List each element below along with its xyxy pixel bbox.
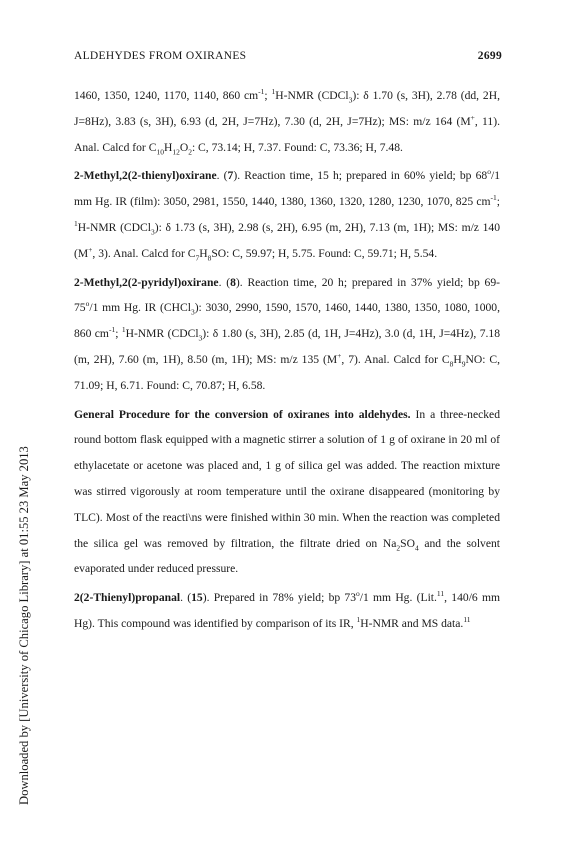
bold-segment: 7 bbox=[227, 169, 234, 183]
text-segment: ). Reaction time, 15 h; prepared in 60% yield; bp 68 bbox=[233, 169, 488, 183]
text-segment: , 7). Anal. Calcd for C bbox=[341, 352, 450, 366]
text-segment: SO bbox=[400, 536, 415, 550]
bold-segment: 15 bbox=[191, 591, 203, 605]
text-segment: ; bbox=[496, 195, 500, 209]
supscript-segment: + bbox=[470, 112, 475, 122]
supscript-segment: o bbox=[356, 589, 360, 599]
subscript-segment: 3 bbox=[190, 307, 195, 317]
subscript-segment: 4 bbox=[414, 542, 419, 552]
text-segment: H bbox=[199, 246, 208, 260]
supscript-segment: 1 bbox=[271, 87, 276, 97]
paragraph-general-procedure bbox=[74, 402, 500, 583]
supscript-segment: 1 bbox=[121, 325, 126, 335]
subscript-segment: 12 bbox=[172, 146, 180, 156]
paragraph-data-continuation bbox=[74, 83, 500, 160]
bold-segment: General Procedure for the conversion of oxiranes into aldehydes. bbox=[74, 407, 411, 421]
text-segment: H-NMR (CDCl bbox=[275, 89, 349, 102]
paragraph-thienyl-oxirane bbox=[74, 163, 500, 266]
bold-segment: 8 bbox=[230, 275, 236, 289]
text-segment: 1460, 1350, 1240, 1170, 1140, 860 cm bbox=[74, 89, 259, 102]
subscript-segment: 10 bbox=[156, 146, 164, 156]
text-segment: H-NMR (CDCl bbox=[77, 220, 151, 234]
text-segment: . ( bbox=[180, 591, 192, 605]
supscript-segment: + bbox=[337, 351, 342, 361]
subscript-segment: 8 bbox=[449, 359, 454, 369]
supscript-segment: -1 bbox=[108, 325, 116, 335]
subscript-segment: 3 bbox=[348, 95, 353, 105]
text-segment: NO: C, 71.09; H, 6.71. Found: C, 70.87; H, 6.58. bbox=[74, 352, 500, 392]
text-segment: ): 3030, 2990, 1590, 1570, 1460, 1440, 1380, 1350, 1080, 1000, 860 cm bbox=[74, 301, 500, 341]
supscript-segment: 1 bbox=[74, 219, 78, 229]
text-segment: ). Prepared in 78% yield; bp 73 bbox=[202, 591, 357, 605]
text-segment: H bbox=[163, 140, 173, 154]
text-segment: . ( bbox=[218, 275, 231, 289]
text-segment: and the solvent evaporated under reduced pressure. bbox=[74, 536, 501, 576]
text-segment: ): δ 1.80 (s, 3H), 2.85 (d, 1H, J=4Hz), 3.0 (d, 1H, J=4Hz), 7.18 (m, 2H), 7.60 (m, 1H), 8.50 (m, 1H); MS: m/z 135 (M bbox=[74, 327, 501, 366]
subscript-segment: 9 bbox=[461, 359, 466, 369]
supscript-segment: -1 bbox=[490, 193, 497, 203]
supscript-segment: 11 bbox=[463, 615, 471, 625]
supscript-segment: 11 bbox=[436, 589, 445, 599]
subscript-segment: 2 bbox=[396, 542, 401, 552]
paragraph-thienyl-propanal bbox=[74, 585, 500, 637]
page-number: 2699 bbox=[477, 50, 502, 62]
text-segment: ). Reaction time, 20 h; prepared in 37% yield; bp 69-75 bbox=[74, 275, 500, 315]
article-body bbox=[74, 83, 500, 640]
text-segment: /1 mm Hg. IR (film): 3050, 2981, 1550, 1440, 1380, 1360, 1320, 1280, 1230, 1070, 825 cm bbox=[74, 169, 500, 209]
bold-segment: 2-Methyl,2(2-thienyl)oxirane bbox=[74, 169, 217, 183]
text-segment: ; bbox=[115, 327, 122, 341]
supscript-segment: o bbox=[487, 167, 491, 177]
bold-segment: 2-Methyl,2(2-pyridyl)oxirane bbox=[74, 275, 219, 289]
supscript-segment: -1 bbox=[258, 87, 265, 97]
subscript-segment: 2 bbox=[188, 146, 192, 156]
supscript-segment: o bbox=[85, 299, 90, 309]
text-segment: . ( bbox=[216, 169, 228, 183]
text-segment: /1 mm Hg. (Lit. bbox=[359, 591, 437, 605]
download-notice: Downloaded by [University of Chicago Library] at 01:55 23 May 2013 bbox=[17, 446, 31, 805]
text-segment: H-NMR and MS data. bbox=[360, 616, 464, 630]
text-segment: O bbox=[179, 140, 189, 154]
text-segment: , 140/6 mm Hg). This compound was identified by comparison of its IR, bbox=[74, 591, 500, 630]
text-segment: /1 mm Hg. IR (CHCl bbox=[89, 301, 191, 315]
bold-segment: 2(2-Thienyl)propanal bbox=[74, 591, 181, 605]
running-title: ALDEHYDES FROM OXIRANES bbox=[74, 50, 247, 62]
text-segment: H bbox=[453, 352, 462, 366]
text-segment: H-NMR (CDCl bbox=[125, 327, 199, 341]
paragraph-pyridyl-oxirane bbox=[74, 270, 500, 399]
subscript-segment: 8 bbox=[207, 253, 212, 263]
text-segment: , 3). Anal. Calcd for C bbox=[92, 246, 196, 260]
text-segment: ): δ 1.70 (s, 3H), 2.78 (dd, 2H, J=8Hz), 3.83 (s, 3H), 6.93 (d, 2H, J=7Hz), 7.30 (d, 2H, J=7Hz); MS: m/z 164 (M bbox=[74, 89, 500, 128]
text-segment: In a three-necked round bottom flask equipped with a magnetic stirrer a solution of 1 g of oxirane in 20 ml of ethylacetate or acetone was placed and, 1 g of silica gel was added. The reaction mixture was stirred vigorously at room temperature until the oxirane disappeared (monitoring by TLC). Most of the reacti\ns were finished within 30 min. When the reaction was completed the silica gel was removed by filtration, the filtrate dried on Na bbox=[74, 407, 500, 550]
subscript-segment: 3 bbox=[198, 333, 203, 343]
supscript-segment: 1 bbox=[356, 615, 361, 625]
supscript-segment: + bbox=[88, 244, 93, 254]
text-segment: : C, 73.14; H, 7.37. Found: C, 73.36; H, 7.48. bbox=[191, 140, 403, 154]
text-segment: ): δ 1.73 (s, 3H), 2.98 (s, 2H), 6.95 (m, 2H), 7.13 (m, 1H); MS: m/z 140 (M bbox=[74, 220, 501, 260]
text-segment: , 11). Anal. Calcd for C bbox=[74, 114, 500, 154]
subscript-segment: 3 bbox=[151, 227, 155, 237]
subscript-segment: 7 bbox=[195, 253, 200, 263]
text-segment: ; bbox=[264, 89, 272, 102]
text-segment: SO: C, 59.97; H, 5.75. Found: C, 59.71; H, 5.54. bbox=[211, 246, 438, 260]
